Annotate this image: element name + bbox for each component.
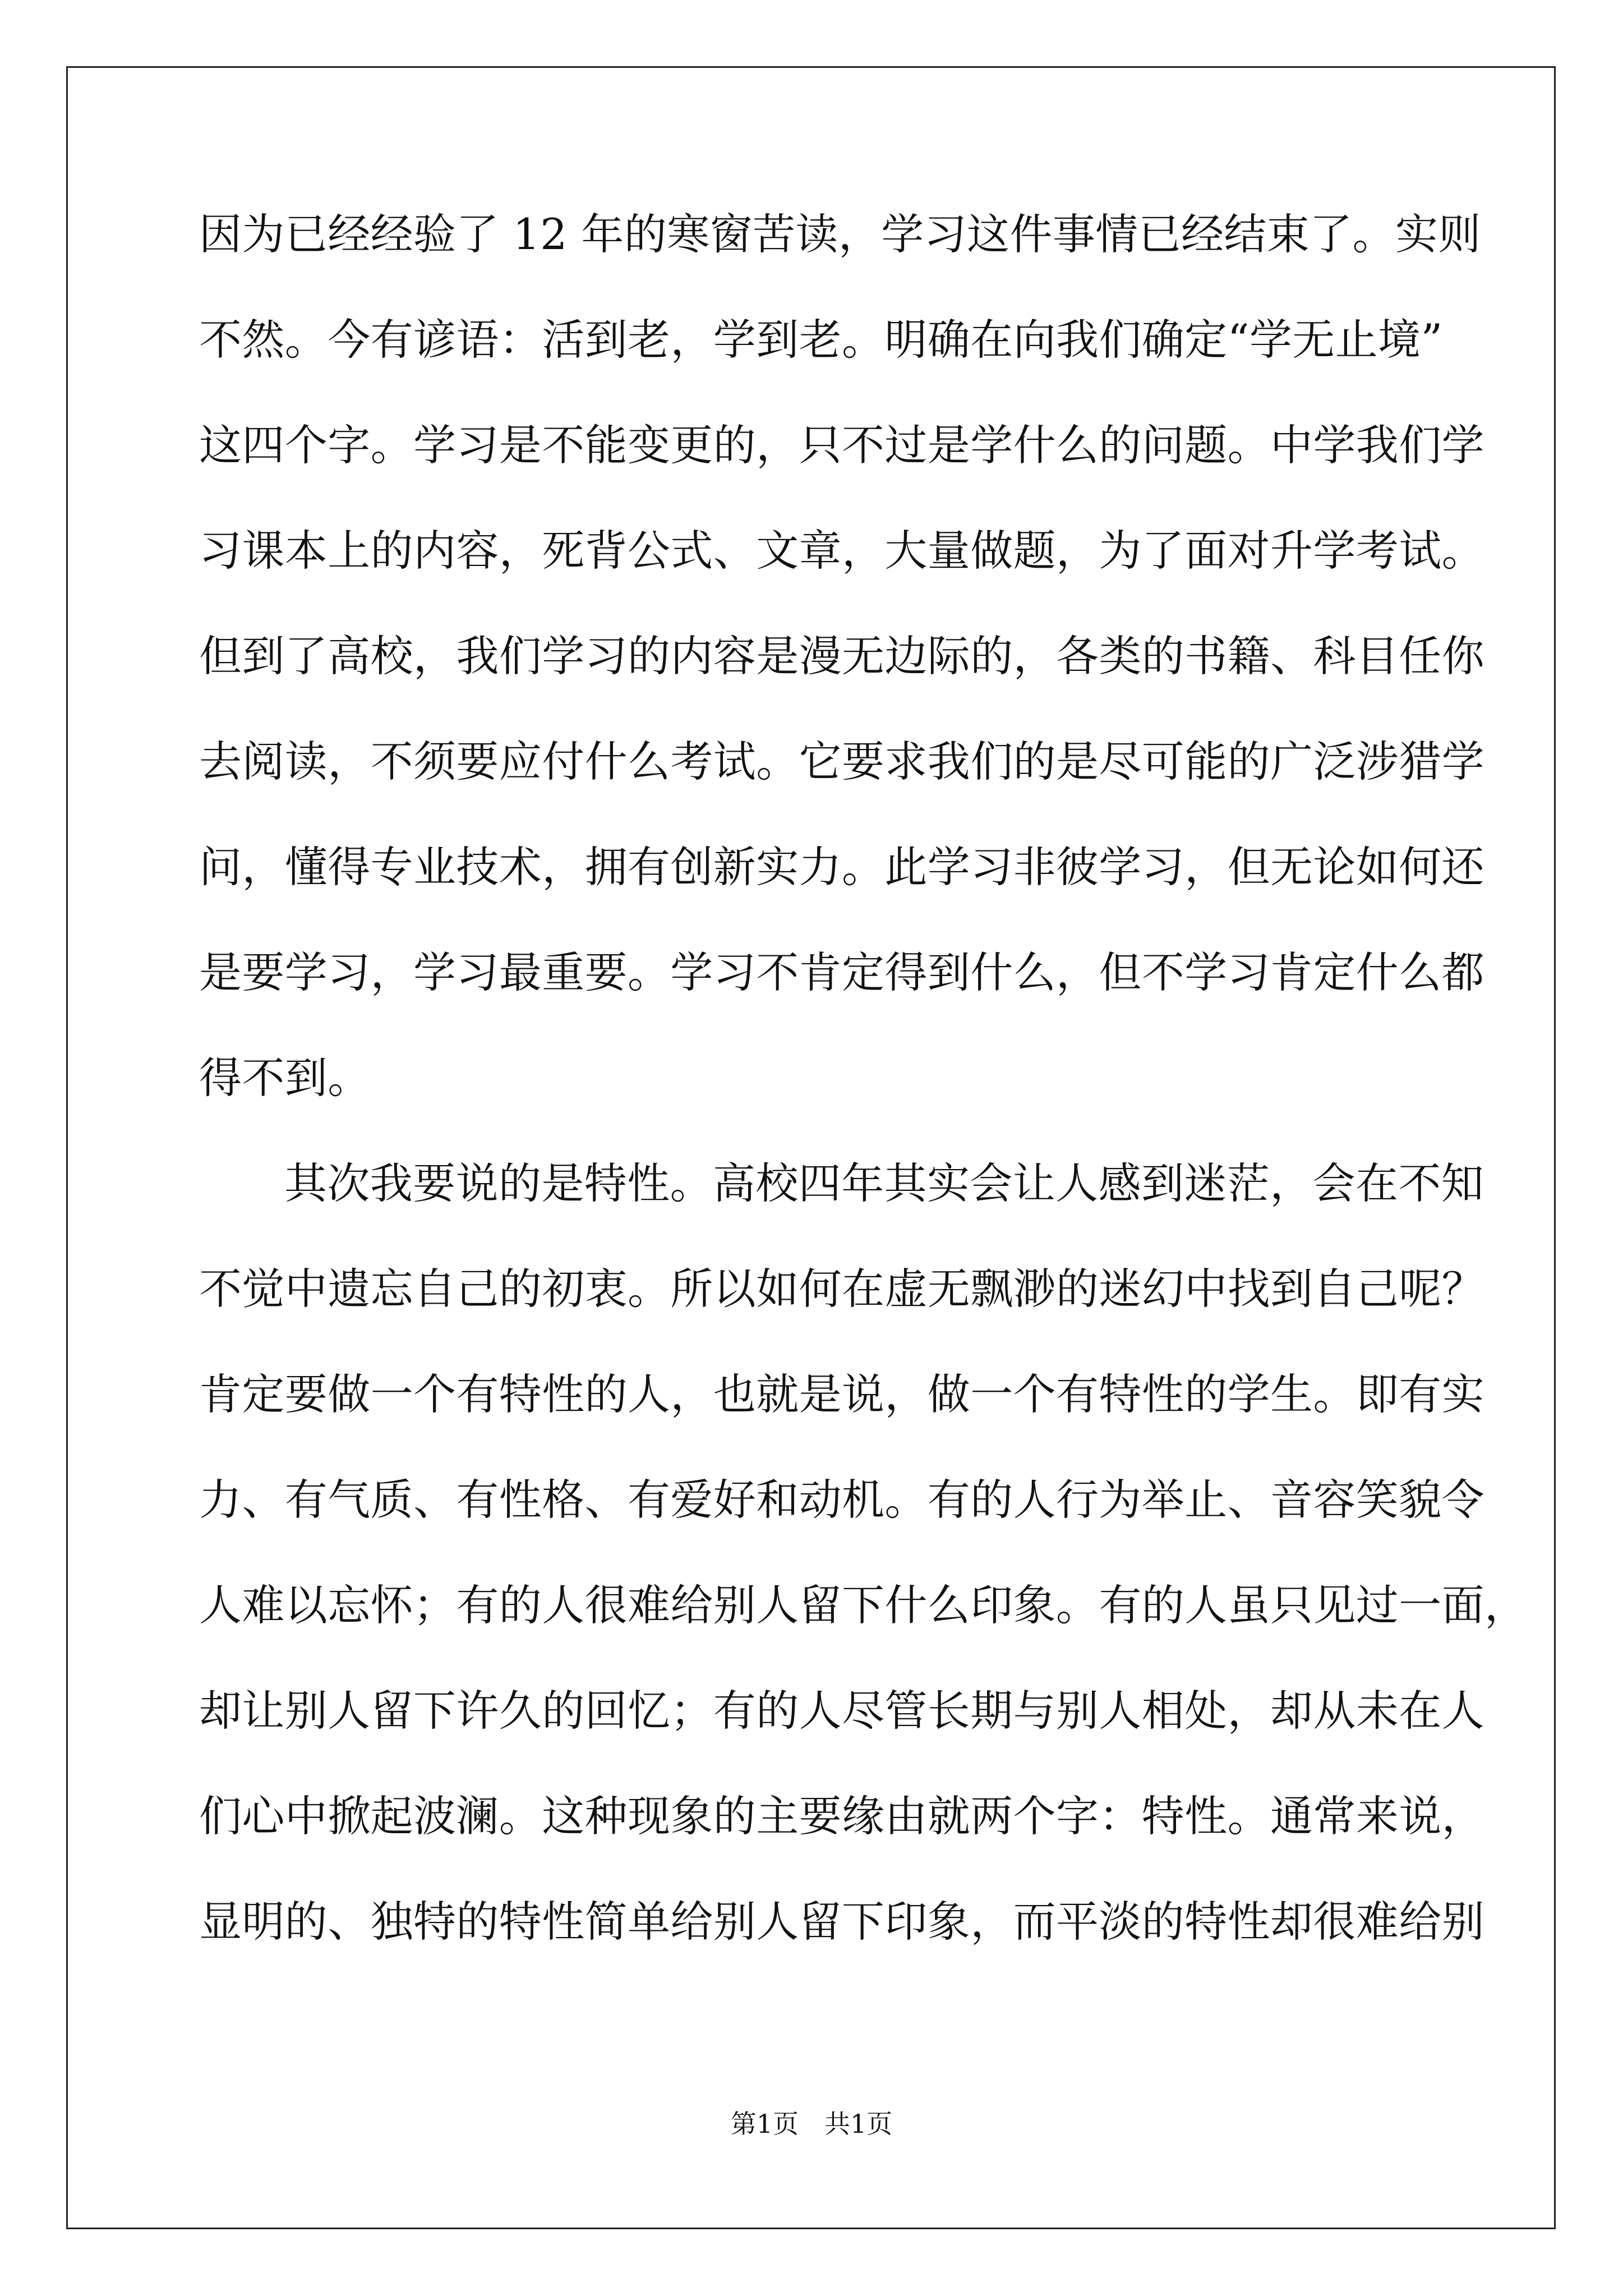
text-line: 因为已经经验了 12 年的寒窗苦读，学习这件事情已经结束了。实则 bbox=[199, 209, 1481, 259]
text-line: 得不到。 bbox=[199, 1053, 371, 1103]
text-line: 是要学习，学习最重要。学习不肯定得到什么，但不学习肯定什么都 bbox=[199, 947, 1484, 997]
text-line: 不然。今有谚语：活到老，学到老。明确在向我们确定“学无止境” bbox=[199, 315, 1443, 365]
text-line: 这四个字。学习是不能变更的，只不过是学什么的问题。中学我们学 bbox=[199, 420, 1484, 470]
text-line: 不觉中遗忘自己的初衷。所以如何在虚无飘渺的迷幻中找到自己呢？ bbox=[199, 1264, 1484, 1314]
text-line: 却让别人留下许久的回忆；有的人尽管长期与别人相处，却从未在人 bbox=[199, 1686, 1484, 1736]
document-body bbox=[199, 209, 1528, 2006]
text-line: 去阅读，不须要应付什么考试。它要求我们的是尽可能的广泛涉猎学 bbox=[199, 737, 1484, 786]
text-line: 肯定要做一个有特性的人，也就是说，做一个有特性的学生。即有实 bbox=[199, 1369, 1484, 1419]
text-line: 习课本上的内容，死背公式、文章，大量做题，为了面对升学考试。 bbox=[199, 526, 1484, 576]
text-line: 显明的、独特的特性简单给别人留下印象，而平淡的特性却很难给别 bbox=[199, 1897, 1484, 1947]
page-number-footer: 第1页 共1页 bbox=[730, 2109, 893, 2139]
text-line: 力、有气质、有性格、有爱好和动机。有的人行为举止、音容笑貌令 bbox=[199, 1475, 1484, 1525]
text-line: 但到了高校，我们学习的内容是漫无边际的，各类的书籍、科目任你 bbox=[199, 631, 1484, 681]
paragraph-first-line: 其次我要说的是特性。高校四年其实会让人感到迷茫，会在不知 bbox=[284, 1158, 1484, 1208]
text-line: 人难以忘怀；有的人很难给别人留下什么印象。有的人虽只见过一面， bbox=[199, 1580, 1528, 1630]
text-line: 们心中掀起波澜。这种现象的主要缘由就两个字：特性。通常来说， bbox=[199, 1791, 1484, 1841]
text-line: 问，懂得专业技术，拥有创新实力。此学习非彼学习，但无论如何还 bbox=[199, 842, 1484, 892]
